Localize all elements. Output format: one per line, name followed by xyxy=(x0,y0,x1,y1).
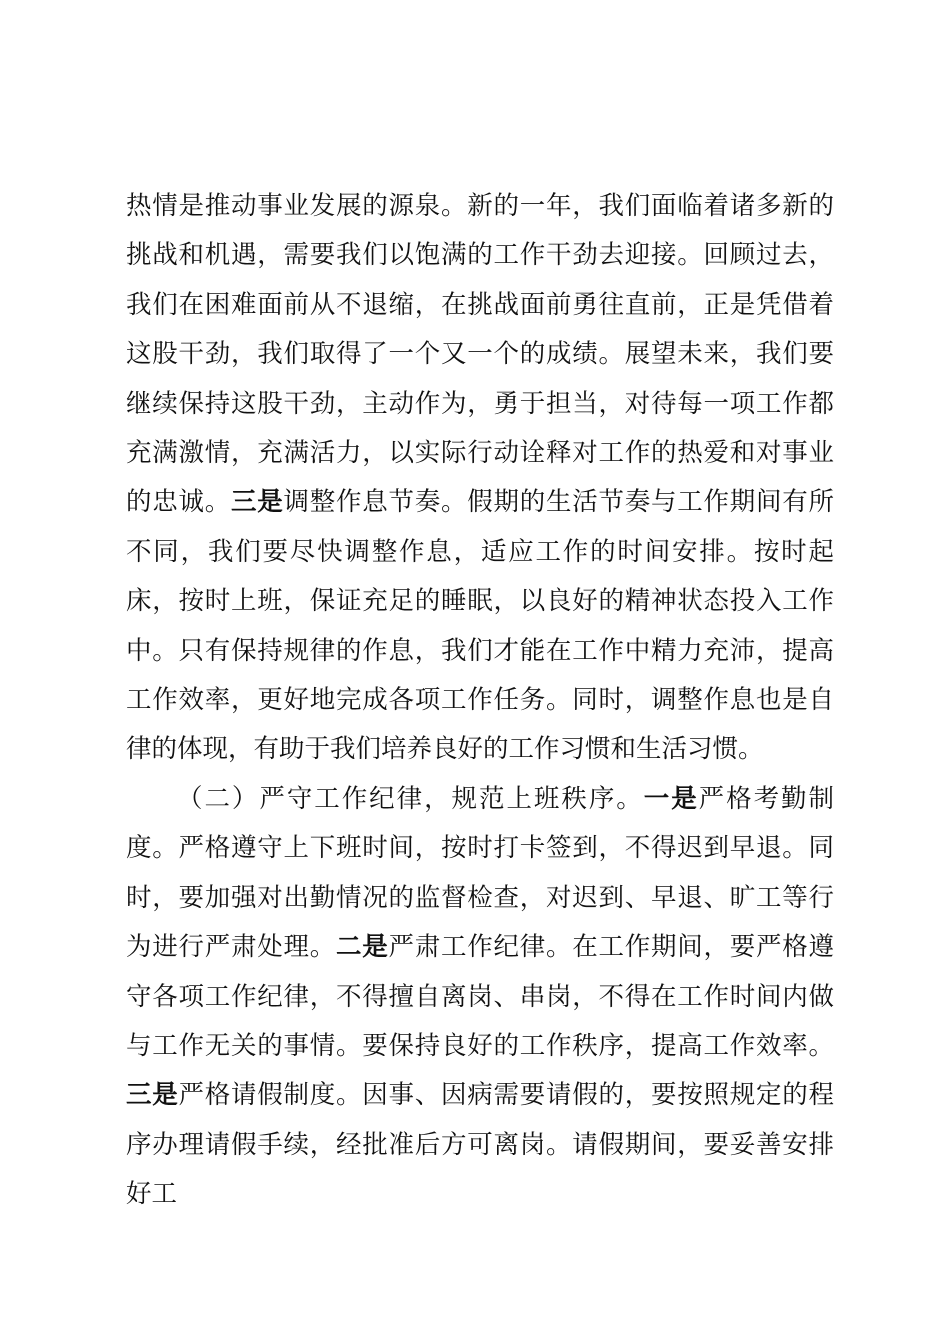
paragraph-2-text-1: 严格考勤制度。严格遵守上下班时间，按时打卡签到，不得迟到早退。同时，要加强对出勤情况的监督检查，对迟到、早退、旷工等行为进行严肃处理。 xyxy=(126,783,834,963)
paragraph-1-text-2: 调整作息节奏。假期的生活节奏与工作期间有所不同，我们要尽快调整作息，适应工作的时间安排。按时起床，按时上班，保证充足的睡眠，以良好的精神状态投入工作中。只有保持规律的作息，我们才能在工作中精力充沛，提高工作效率，更好地完成各项工作任务。同时，调整作息也是自律的体现，有助于我们培养良好的工作习惯和生活习惯。 xyxy=(126,487,834,765)
paragraph-1-text-1: 热情是推动事业发展的源泉。新的一年，我们面临着诸多新的挑战和机遇，需要我们以饱满的工作干劲去迎接。回顾过去，我们在困难面前从不退缩，在挑战面前勇往直前，正是凭借着这股干劲，我们取得了一个又一个的成绩。展望未来，我们要继续保持这股干劲，主动作为，勇于担当，对待每一项工作都充满激情，充满活力，以实际行动诠释对工作的热爱和对事业的忠诚。 xyxy=(126,191,834,518)
paragraph-2-bold-label-san-shi: 三是 xyxy=(126,1080,179,1111)
paragraph-2-text-2: 严肃工作纪律。在工作期间，要严格遵守各项工作纪律，不得擅自离岗、串岗，不得在工作时间内做与工作无关的事情。要保持良好的工作秩序，提高工作效率。 xyxy=(126,932,834,1061)
paragraph-2-heading: （二）严守工作纪律，规范上班秩序。 xyxy=(177,783,644,814)
paragraph-2-bold-label-yi-shi: 一是 xyxy=(643,783,699,814)
paragraph-2-bold-label-er-shi: 二是 xyxy=(336,932,389,963)
paragraph-2 xyxy=(126,775,834,1220)
paragraph-1-bold-label-san-shi: 三是 xyxy=(231,487,284,518)
paragraph-1 xyxy=(126,182,834,775)
document-body xyxy=(126,182,834,1220)
paragraph-2-text-3: 严格请假制度。因事、因病需要请假的，要按照规定的程序办理请假手续，经批准后方可离岗。请假期间，要妥善安排好工 xyxy=(126,1080,834,1210)
